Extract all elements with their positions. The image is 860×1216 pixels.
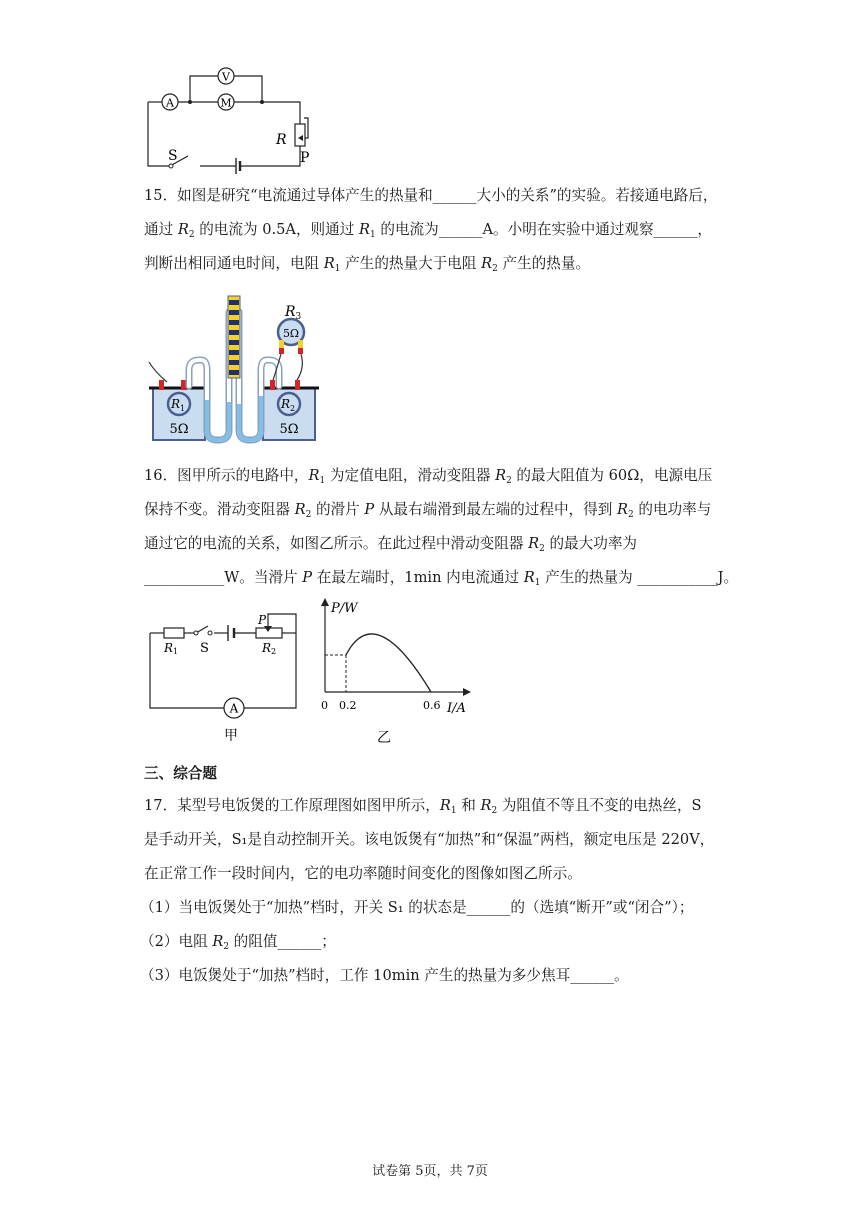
switch-label: S <box>168 148 178 164</box>
q16-line-3: 通过它的电流的关系，如图乙所示。在此过程中滑动变阻器 $R_2$ 的最大功率为 <box>144 535 638 554</box>
q16-line-4: ___________W。当滑片 P 在最左端时，1min 内电流通过 $R_1$ 产生的热量为 ___________J。 <box>144 569 739 588</box>
scale-ruler <box>228 296 240 378</box>
q15-line-1: 15．如图是研究“电流通过导体产生的热量和______大小的关系”的实验。若接通电路后， <box>144 187 718 204</box>
q15-line-3: 判断出相同通电时间，电阻 $R_1$ 产生的热量大于电阻 $R_2$ 产生的热量。 <box>144 255 591 274</box>
x-axis-label: I/A <box>447 701 466 716</box>
ammeter-icon <box>162 94 178 110</box>
r1-label: $R_1$ <box>171 397 186 413</box>
joule-heating-apparatus-figure <box>145 290 325 446</box>
q16-line-2: 保持不变。滑动变阻器 $R_2$ 的滑片 P 从最右端滑到最左端的过程中，得到 $R_2$ 的电功率与 <box>144 501 712 520</box>
figure-caption-yi: 乙 <box>377 730 391 746</box>
circuit-figure-jia <box>144 606 304 746</box>
rheostat-resistor <box>295 124 305 146</box>
slider-label: P <box>300 150 310 166</box>
resistor-r1 <box>164 628 184 638</box>
q17-line-3: 在正常工作一段时间内，它的电功率随时间变化的图像如图乙所示。 <box>144 865 582 882</box>
r3-label: $R_3$ <box>285 304 302 322</box>
r2-ohm-label: 5Ω <box>279 422 299 437</box>
q17-subquestion-3: （3）电饭煲处于“加热”档时，工作 10min 产生的热量为多少焦耳______。 <box>140 967 629 984</box>
svg-text:V: V <box>222 70 230 84</box>
switch-label: S <box>200 641 209 656</box>
q16-line-1: 16．图甲所示的电路中，$R_1$ 为定值电阻，滑动变阻器 $R_2$ 的最大阻值为 60Ω，电源电压 <box>144 467 713 486</box>
circuit-figure-top <box>140 62 320 174</box>
power-curve <box>346 634 431 692</box>
motor-icon <box>218 94 234 110</box>
rheostat-label: R <box>276 132 287 148</box>
r1-ohm-label: 5Ω <box>169 422 189 437</box>
x-tick-0-6: 0.6 <box>423 699 441 712</box>
figure-caption-jia: 甲 <box>224 728 238 744</box>
slider-label: P <box>258 613 267 627</box>
y-axis-label: P/W <box>331 601 358 616</box>
q17-line-1: 17．某型号电饭煲的工作原理图如图甲所示，$R_1$ 和 $R_2$ 为阻值不等且不变的电热丝，S <box>144 797 702 816</box>
voltmeter-icon <box>218 68 234 84</box>
power-current-graph-yi <box>315 596 475 748</box>
x-tick-0-2: 0.2 <box>339 699 357 712</box>
q17-subquestion-1: （1）当电饭煲处于“加热”档时，开关 S₁ 的状态是______的（选填“断开”或“闭合”）； <box>140 899 694 916</box>
r1-label: R1 <box>164 641 179 656</box>
q15-line-2: 通过 $R_2$ 的电流为 0.5A，则通过 $R_1$ 的电流为______A。小明在实验中通过观察______， <box>144 221 712 240</box>
page-footer: 试卷第 5页，共 7页 <box>372 1164 488 1179</box>
q17-line-2: 是手动开关，S₁是自动控制开关。该电饭煲有“加热”和“保温”两档，额定电压是 220V， <box>144 831 715 848</box>
x-tick-0: 0 <box>321 699 328 712</box>
r3-ohm-label: 5Ω <box>282 327 300 340</box>
q17-subquestion-2: （2）电阻 $R_2$ 的阻值______； <box>140 933 336 952</box>
svg-text:A: A <box>229 701 239 716</box>
svg-text:M: M <box>220 96 232 110</box>
section-heading: 三、综合题 <box>144 765 217 782</box>
ammeter-icon <box>224 698 244 718</box>
r2-label: R2 <box>262 641 277 656</box>
svg-text:A: A <box>166 96 174 110</box>
r2-label: $R_2$ <box>281 397 296 413</box>
